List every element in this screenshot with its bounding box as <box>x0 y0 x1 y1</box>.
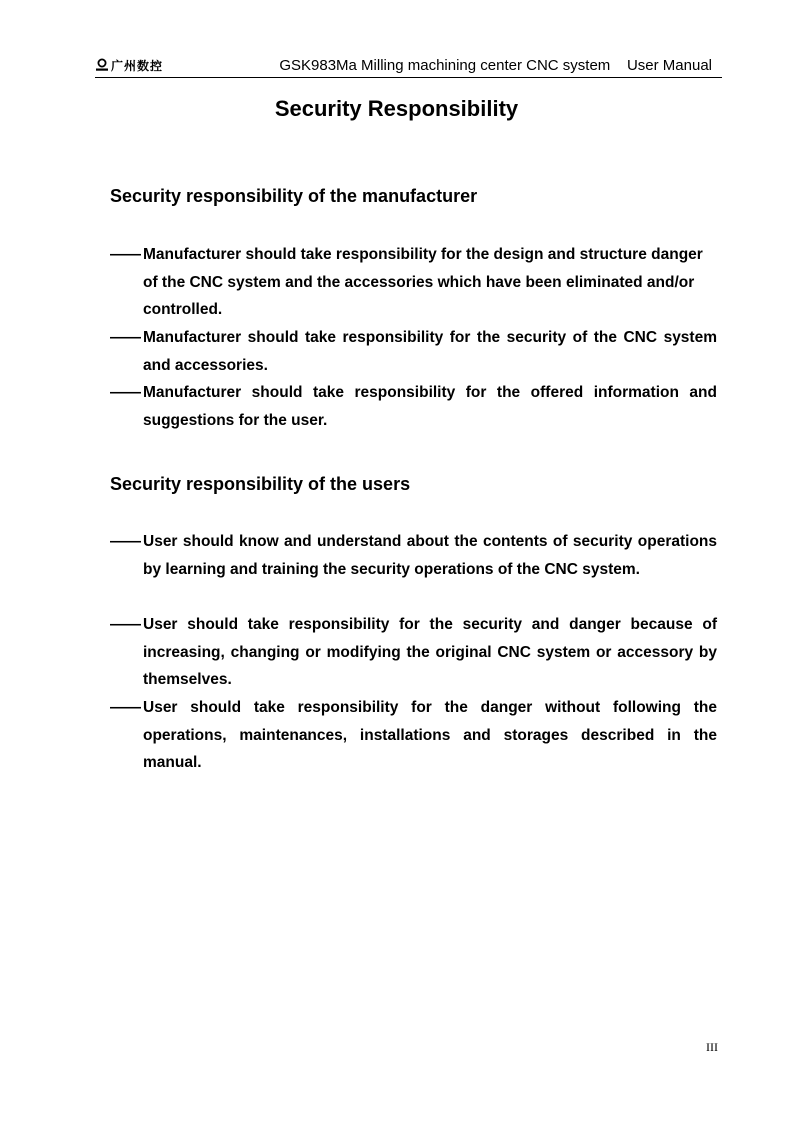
bullet-dash: —— <box>110 246 141 263</box>
bullet-dash: —— <box>110 533 141 550</box>
bullet-dash: —— <box>110 384 141 401</box>
page-header <box>95 55 722 78</box>
list-item-text: Manufacturer should take responsibility for the offered information and suggestions for the user. <box>143 384 717 429</box>
gsk-logo <box>95 57 163 73</box>
bullet-dash: —— <box>110 616 141 633</box>
section-heading-manufacturer: Security responsibility of the manufacturer <box>110 186 478 206</box>
list-item <box>110 694 717 777</box>
list-item <box>110 241 717 324</box>
bullet-dash: —— <box>110 699 141 716</box>
list-item <box>110 379 717 434</box>
section-heading-users: Security responsibility of the users <box>110 474 411 494</box>
logo-text: 广州数控 <box>111 58 164 73</box>
list-item-text: User should take responsibility for the security and danger because of increasing, changing or modifying the original CNC system or accessory by themselves. <box>143 616 717 688</box>
gsk-logo-icon <box>95 58 109 72</box>
list-item-text: User should take responsibility for the danger without following the operations, maintenances, installations and storages described in the manual. <box>143 699 717 771</box>
list-item-text: User should know and understand about the contents of security operations by learning and training the security operations of the CNC system. <box>143 533 717 578</box>
page-number: III <box>706 1040 718 1054</box>
list-item-text: Manufacturer should take responsibility for the security of the CNC system and accessories. <box>143 329 717 374</box>
list-item <box>110 324 717 379</box>
list-item <box>110 611 717 694</box>
header-title: GSK983Ma Milling machining center CNC system User Manual <box>279 57 712 74</box>
list-item-text: Manufacturer should take responsibility for the design and structure danger of the CNC system and the accessories which have been eliminated and/or controlled. <box>143 246 703 318</box>
page-title: Security Responsibility <box>274 96 519 121</box>
list-item <box>110 528 717 583</box>
bullet-dash: —— <box>110 329 141 346</box>
